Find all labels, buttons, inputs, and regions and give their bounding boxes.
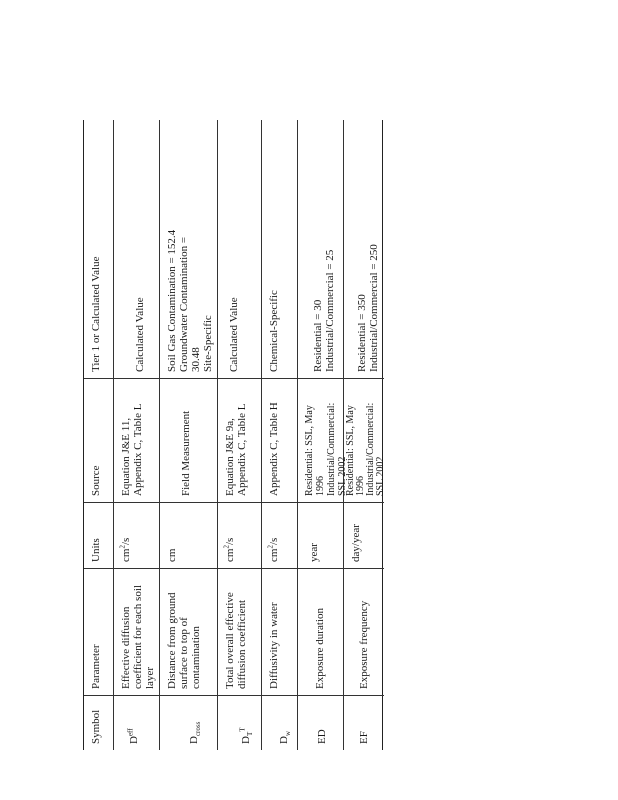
source-cell: Residential: SSL, May 1996 Industrial/Commercial: SSL 2002 xyxy=(344,379,384,503)
table-row xyxy=(160,120,218,750)
symbol-cell: ED xyxy=(316,729,328,744)
value-cell: Calculated Value xyxy=(218,120,261,379)
parameter-cell: Distance from ground surface to top of contamination xyxy=(160,569,217,696)
header-source: Source xyxy=(84,379,113,503)
value-cell: Calculated Value xyxy=(114,120,159,379)
symbol-cell: EF xyxy=(358,731,370,744)
header-parameter: Parameter xyxy=(84,569,113,696)
symbol-cell: $D^{eff}$ xyxy=(126,728,140,744)
header-symbol: Symbol xyxy=(90,709,102,744)
units-cell: $cm^2/s$ xyxy=(114,503,159,569)
symbol-cell: $D_{cross}$ xyxy=(188,721,203,744)
units-cell: $cm^2/s$ xyxy=(262,503,297,569)
symbol-cell: $D_T^T$ xyxy=(238,727,255,744)
parameter-cell: Exposure duration xyxy=(298,569,343,696)
table-row xyxy=(344,120,384,750)
symbol-cell: $D_w$ xyxy=(278,730,293,744)
source-cell: Appendix C, Table H xyxy=(262,379,297,503)
value-cell: Soil Gas Contamination = 152.4 Groundwater Contamination = 30.48 Site-Specific xyxy=(160,120,217,379)
parameter-cell: Effective diffusion coefficient for each soil layer xyxy=(114,569,159,696)
table-row xyxy=(262,120,298,750)
table-row xyxy=(218,120,262,750)
table-row xyxy=(298,120,348,750)
value-cell: Residential = 30 Industrial/Commercial = 25 xyxy=(298,120,343,379)
table-row xyxy=(114,120,160,750)
value-cell: Chemical-Specific xyxy=(262,120,297,379)
header-units: Units xyxy=(84,503,113,569)
source-cell: Field Measurement xyxy=(160,379,217,503)
source-cell: Equation J&E 9a, Appendix C, Table L xyxy=(218,379,261,503)
parameters-table xyxy=(83,120,386,750)
header-value: Tier 1 or Calculated Value xyxy=(84,120,113,379)
units-cell: $cm^2/s$ xyxy=(218,503,261,569)
rotated-page-region xyxy=(83,120,386,750)
table-header-row xyxy=(84,120,114,750)
value-cell: Residential = 350 Industrial/Commercial = 250 xyxy=(344,120,384,379)
parameter-cell: Total overall effective diffusion coefficient xyxy=(218,569,261,696)
units-cell: day/year xyxy=(344,503,384,569)
parameter-cell: Exposure frequency xyxy=(344,569,384,696)
parameter-cell: Diffusivity in water xyxy=(262,569,297,696)
units-cell: cm xyxy=(160,503,217,569)
units-cell: year xyxy=(298,503,343,569)
source-cell: Equation J&E 11, Appendix C, Table L xyxy=(114,379,159,503)
source-cell: Residential: SSL, May 1996 Industrial/Commercial: SSL 2002 xyxy=(298,379,343,503)
